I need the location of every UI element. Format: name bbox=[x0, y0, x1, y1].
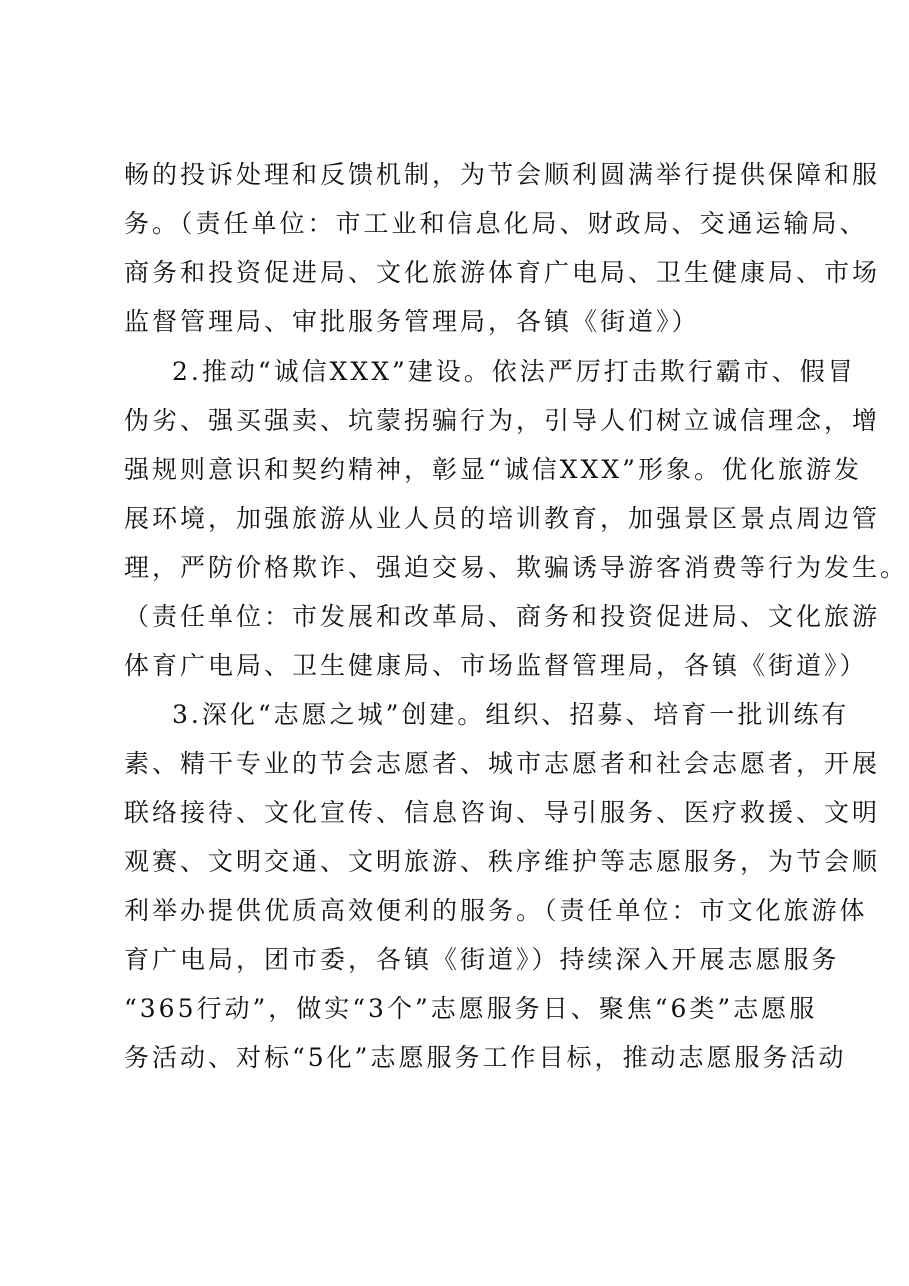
text-line: 理，严防价格欺诈、强迫交易、欺骗诱导游客消费等行为发生。 bbox=[124, 553, 909, 582]
text-line: 观赛、文明交通、文明旅游、秩序维护等志愿服务，为节会顺 bbox=[124, 847, 881, 876]
text-line: （责任单位：市发展和改革局、商务和投资促进局、文化旅游 bbox=[124, 602, 881, 631]
text-line: 务活动、对标“5化”志愿服务工作目标，推动志愿服务活动 bbox=[124, 1043, 847, 1072]
text-line: 2.推动“诚信XXX”建设。依法严厉打击欺行霸市、假冒 bbox=[172, 357, 856, 386]
text-line: 展环境，加强旅游从业人员的培训教育，加强景区景点周边管 bbox=[124, 504, 881, 533]
text-line: 商务和投资促进局、文化旅游体育广电局、卫生健康局、市场 bbox=[124, 258, 881, 287]
text-line: 联络接待、文化宣传、信息咨询、导引服务、医疗救援、文明 bbox=[124, 798, 881, 827]
text-line: 畅的投诉处理和反馈机制，为节会顺利圆满举行提供保障和服 bbox=[124, 160, 881, 189]
text-line: “365行动”，做实“3个”志愿服务日、聚焦“6类”志愿服 bbox=[124, 994, 818, 1023]
text-line: 3.深化“志愿之城”创建。组织、招募、培育一批训练有 bbox=[172, 700, 850, 729]
text-line: 伪劣、强买强卖、坑蒙拐骗行为，引导人们树立诚信理念，增 bbox=[124, 406, 881, 435]
text-line: 监督管理局、审批服务管理局，各镇《街道》） bbox=[124, 307, 700, 336]
text-line: 务。（责任单位：市工业和信息化局、财政局、交通运输局、 bbox=[124, 209, 868, 238]
text-line: 强规则意识和契约精神，彰显“诚信XXX”形象。优化旅游发 bbox=[124, 455, 862, 484]
text-line: 体育广电局、卫生健康局、市场监督管理局，各镇《街道》） bbox=[124, 651, 868, 680]
text-line: 利举办提供优质高效便利的服务。（责任单位：市文化旅游体 bbox=[124, 896, 868, 925]
text-line: 育广电局，团市委，各镇《街道》）持续深入开展志愿服务 bbox=[124, 945, 840, 974]
text-line: 素、精干专业的节会志愿者、城市志愿者和社会志愿者，开展 bbox=[124, 749, 881, 778]
